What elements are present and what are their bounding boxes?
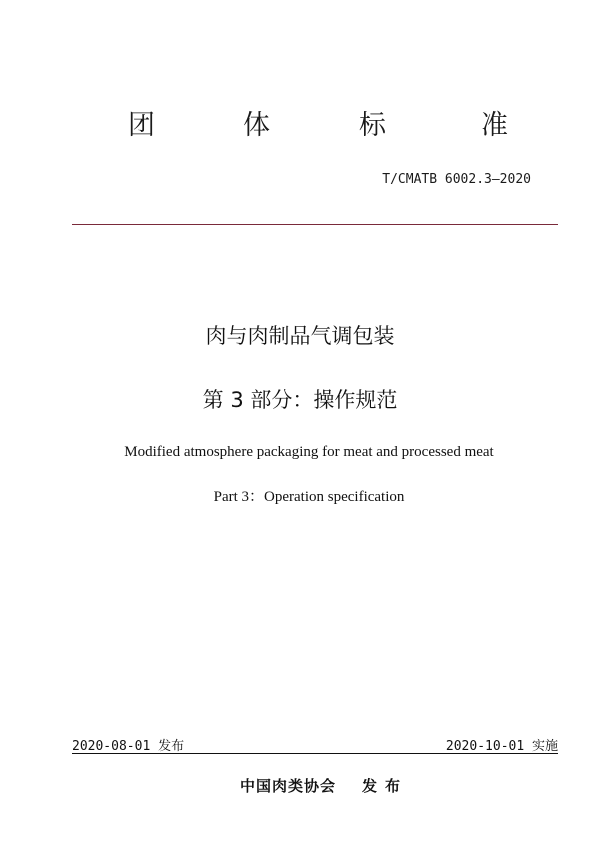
title-english-main: Modified atmosphere packaging for meat and processed meat (124, 444, 494, 460)
publisher-action: 发布 (362, 777, 409, 795)
publisher-name: 中国肉类协会 (240, 777, 337, 795)
title-english-part: Part 3：Operation specification (213, 489, 405, 505)
issue-date: 2020-08-01 发布 (72, 739, 185, 754)
publisher (240, 775, 408, 796)
top-rule (72, 224, 558, 225)
title-chinese-main: 肉与肉制品气调包装 (205, 324, 395, 348)
header-char-ti: 体 (243, 110, 270, 141)
bottom-rule (72, 753, 558, 754)
header-char-biao: 标 (359, 110, 386, 141)
implementation-date: 2020-10-01 实施 (445, 739, 558, 754)
header-char-tuan: 团 (128, 110, 155, 141)
standard-number: T/CMATB 6002.3—2020 (382, 172, 531, 187)
header-char-zhun: 准 (481, 110, 508, 141)
title-chinese-part: 第 3 部分：操作规范 (202, 388, 398, 412)
